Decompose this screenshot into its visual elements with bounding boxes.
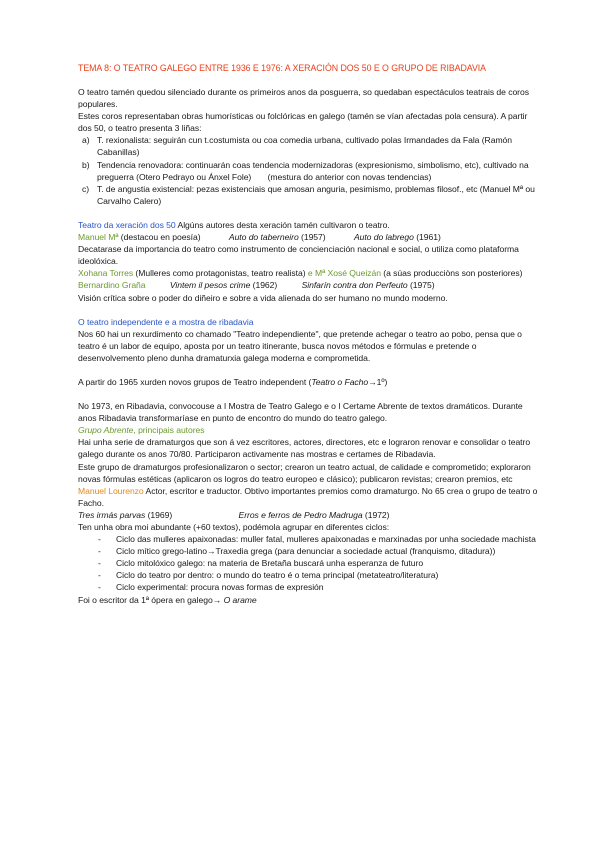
- text-run: Foi o escritor da 1ª ópera en galego→: [78, 594, 224, 605]
- list-item: [78, 159, 540, 183]
- author-name: Manuel Lourenzo: [78, 485, 144, 496]
- list-marker: -: [98, 582, 101, 593]
- cycles-list: [78, 533, 540, 593]
- author-name: Xohana Torres: [78, 268, 134, 279]
- section-heading: Grupo Abrente: [78, 425, 134, 436]
- list-item-text: Ciclo experimental: procura novas formas de expresión: [116, 582, 324, 593]
- bernardino-grana-line: [78, 279, 540, 291]
- list-marker: -: [98, 570, 101, 581]
- opera-line: [78, 594, 540, 606]
- work-title: Auto do labrego: [353, 232, 414, 243]
- work-title: O arame: [223, 594, 257, 605]
- work-year: (1961): [413, 232, 441, 243]
- list-item-extra: (mestura do anterior con novas tendencias): [267, 171, 432, 182]
- list-marker: -: [98, 558, 101, 569]
- author-name: Manuel Mª: [78, 232, 119, 243]
- lourenzo-line: [78, 485, 540, 509]
- independente-paragraph-2: [78, 376, 540, 388]
- list-item: [78, 581, 540, 593]
- xohana-torres-line: [78, 267, 540, 279]
- author-note: (Mulleres como protagonistas, teatro realista): [133, 268, 306, 279]
- lourenzo-works-line: [78, 509, 540, 521]
- list-item-text: Ciclo mítico grego-latino→Traxedia grega (para denunciar a sociedade actual (franquismo, ditadura)): [116, 546, 496, 557]
- manuel-maria-line: [78, 231, 540, 243]
- abrente-heading-line: [78, 424, 540, 436]
- abrente-paragraph-1: Hai unha serie de dramaturgos que son á vez escritores, actores, directores, etc e lograron renovar e consolidar o teatro galego durante os anos 70/80. Participaron activamente nas mostras e certames de Ribadavia.: [78, 437, 531, 460]
- intro-paragraph-1: O teatro tamén quedou silenciado durante os primeiros anos da posguerra, so quedaban espectáculos teatrais de coros populares.: [78, 87, 529, 110]
- xeracion-50-heading-line: [78, 219, 540, 231]
- list-item-text: Ciclo das mulleres apaixonadas: muller fatal, mulleres apaixonadas e marxinadas por unha sociedade machista: [116, 534, 536, 545]
- work-year: (1962): [250, 280, 278, 291]
- list-marker: b): [82, 159, 90, 170]
- abrente-paragraph-2: Este grupo de dramaturgos profesionalizaron o sector; crearon un teatro actual, de calidade e comprometido; exploraron novas fórmulas estéticas (aplicaron os logros do teatro europeo e clásico); publicaron revistas; crearon premios, etc: [78, 461, 531, 484]
- section-heading-rest: , principais autores: [133, 425, 205, 436]
- work-year: (1957): [298, 232, 326, 243]
- text-run: A partir do 1965 xurden novos grupos de Teatro independent (: [78, 376, 312, 387]
- list-item-text: Tendencia renovadora: continuarán coas tendencia modernizadoras (expresionismo, simbolismo, etc), cultivado na preguerra (Otero Pedrayo ou Ánxel Fole): [97, 159, 529, 182]
- document-page: [78, 62, 540, 606]
- intro-paragraph-2: Estes coros representaban obras humorísticas ou folclóricas en galego (tamén se vían afectadas pola censura). A partir dos 50, o teatro presenta 3 liñas:: [78, 111, 528, 134]
- list-item-text: Ciclo mitolóxico galego: na materia de Bretaña buscará unha esperanza de futuro: [116, 558, 424, 569]
- section-heading-rest: Algúns autores desta xeración tamén cultivaron o teatro.: [175, 219, 390, 230]
- list-item: [78, 183, 540, 207]
- work-year: (1975): [407, 280, 435, 291]
- list-marker: c): [82, 183, 90, 194]
- bernardino-grana-description: Visión crítica sobre o poder do diñeiro e sobre a vida alienada do ser humano no mundo moderno.: [78, 292, 448, 303]
- cycles-intro: Ten unha obra moi abundante (+60 textos), podémola agrupar en diferentes ciclos:: [78, 522, 390, 532]
- list-marker: a): [82, 135, 90, 146]
- author-note: (destacou en poesía): [118, 232, 201, 243]
- work-title: Auto do taberneiro: [228, 232, 299, 243]
- list-item: [78, 134, 540, 158]
- document-title: TEMA 8: O TEATRO GALEGO ENTRE 1936 E 1976: A XERACIÓN DOS 50 E O GRUPO DE RIBADAVIA: [78, 63, 486, 73]
- section-heading: O teatro independente e a mostra de ribadavia: [78, 316, 254, 327]
- work-title: Vintem il pesos crime: [169, 280, 251, 291]
- work-year: (1972): [362, 509, 390, 520]
- list-item-text: T. rexionalista: seguirán cun t.costumista ou coa comedia urbana, cultivado polas Irmandades da Fala (Ramón Cabanillas): [97, 135, 513, 158]
- author-name: Bernardino Graña: [78, 280, 146, 291]
- list-item: [78, 557, 540, 569]
- list-item: [78, 533, 540, 545]
- text-run: →1º): [368, 376, 388, 387]
- work-title: Sinfarín contra don Perfeuto: [301, 280, 408, 291]
- work-year: (1969): [145, 509, 173, 520]
- author-name: e Mª Xosé Queizán: [307, 268, 381, 279]
- manuel-maria-description: Decatarase da importancia do teatro como instrumento de concienciación nacional e social, o utiliza como plataforma ideolóxica.: [78, 244, 519, 267]
- theatre-lines-list: [78, 134, 540, 207]
- list-item-text: T. de angustia existencial: pezas existenciais que amosan anguria, pesimismo, problemas filosof., etc (Manuel Mª ou Carvalho Calero): [97, 183, 535, 206]
- group-name: Teatro o Facho: [311, 376, 369, 387]
- work-title: Erros e ferros de Pedro Madruga: [238, 509, 363, 520]
- work-title: Tres irmás parvas: [78, 509, 146, 520]
- list-item: [78, 569, 540, 581]
- list-marker: -: [98, 546, 101, 557]
- list-item: [78, 545, 540, 557]
- section-heading: Teatro da xeración dos 50: [78, 219, 176, 230]
- list-marker: -: [98, 534, 101, 545]
- author-description: Actor, escritor e traductor. Obtivo importantes premios como dramaturgo. No 65 crea o grupo de teatro o Facho.: [78, 485, 538, 508]
- independente-paragraph-1: Nos 60 hai un rexurdimento co chamado "Teatro independiente", que pretende achegar o teatro ao pobo, pensa que o teatro é un labor de equipo, aposta por un teatro itinerante, busca novos métodos e fórmulas e pretende o desenvolvemento pleno dunha dramaturxia galega moderna e comprometida.: [78, 328, 522, 363]
- author-note: (a súas producciòns son posteriores): [380, 268, 523, 279]
- independente-paragraph-3: No 1973, en Ribadavia, convocouse a I Mostra de Teatro Galego e o I Certame Abrente de textos dramáticos. Durante anos Ribadavia transformaríase en punto de encontro do mundo do teatro galego.: [78, 401, 523, 424]
- list-item-text: Ciclo do teatro por dentro: o mundo do teatro é o tema principal (metateatro/literatura): [116, 570, 439, 581]
